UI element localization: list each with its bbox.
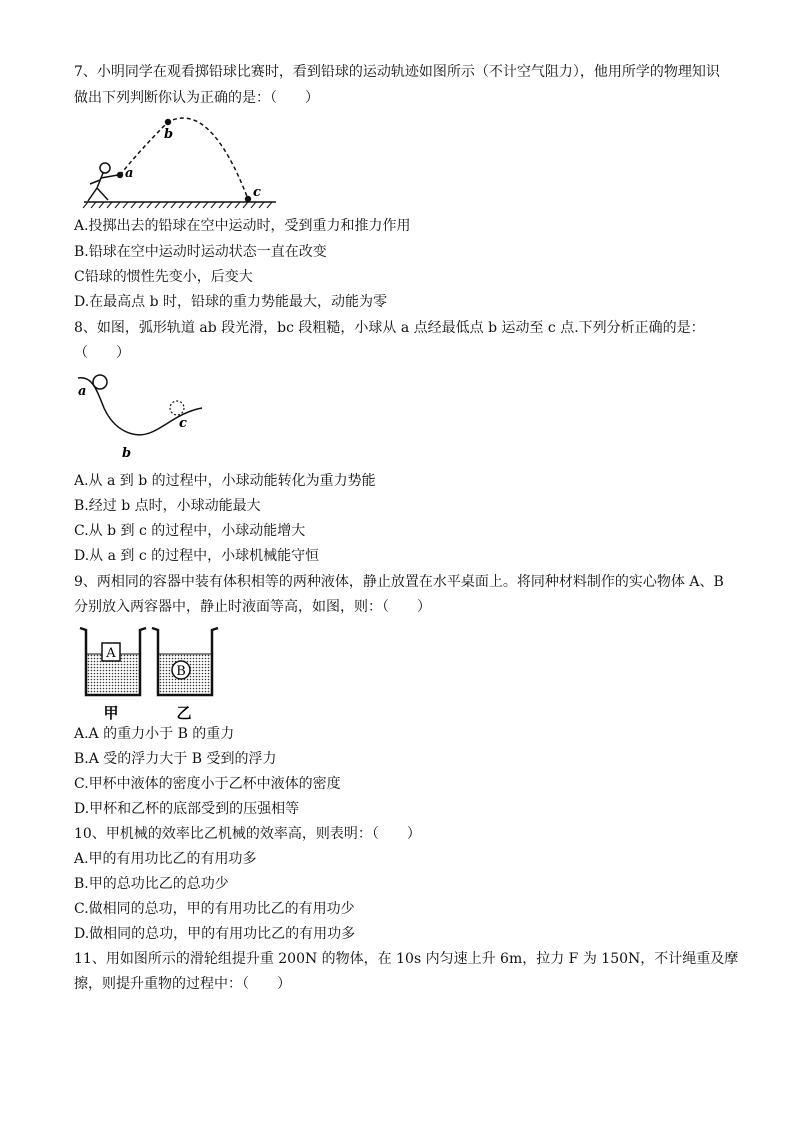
q9-option-b: B.A 受的浮力大于 B 受到的浮力 (74, 751, 277, 767)
point-b (165, 119, 171, 125)
point-a (117, 172, 123, 178)
q7-stem-line2: 做出下列判断你认为正确的是：（ ） (74, 90, 319, 106)
q10-option-a: A.甲的有用功比乙的有用功多 (74, 851, 257, 867)
q8-option-a: A.从 a 到 b 的过程中，小球动能转化为重力势能 (74, 473, 376, 489)
q7-option-b: B.铅球在空中运动时运动状态一直在改变 (74, 244, 327, 260)
q7-option-a: A.投掷出去的铅球在空中运动时，受到重力和推力作用 (74, 218, 411, 234)
q8-stem-line1: 8、如图，弧形轨道 ab 段光滑，bc 段粗糙，小球从 a 点经最低点 b 运动至 c 点.下列分析正确的是： (74, 320, 705, 336)
q8-option-d: D.从 a 到 c 的过程中，小球机械能守恒 (74, 548, 320, 564)
q9-option-c: C.甲杯中液体的密度小于乙杯中液体的密度 (74, 776, 341, 792)
q8-option-b: B.经过 b 点时，小球动能最大 (74, 498, 261, 514)
q9-option-d: D.甲杯和乙杯的底部受到的压强相等 (74, 801, 300, 817)
label-b: b (122, 446, 132, 461)
beaker-right (152, 628, 218, 695)
q8-stem-line2: （ ） (74, 345, 130, 361)
label-b: b (164, 127, 174, 142)
label-c: c (253, 185, 261, 200)
block-a-label: A (106, 646, 116, 661)
q8-option-c: C.从 b 到 c 的过程中，小球动能增大 (74, 523, 306, 539)
label-a: a (78, 384, 87, 399)
trajectory-path (120, 118, 248, 199)
q10-option-c: C.做相同的总功，甲的有用功比乙的有用功少 (74, 901, 355, 917)
beaker-left (80, 628, 146, 695)
q10-option-d: D.做相同的总功，甲的有用功比乙的有用功多 (74, 926, 356, 942)
point-c (245, 196, 251, 202)
label-a: a (125, 166, 134, 181)
q8-track-figure (74, 368, 214, 463)
q9-stem-line2: 分别放入两容器中，静止时液面等高，如图，则：（ ） (74, 599, 431, 615)
q7-option-c: C铅球的惯性先变小，后变大 (74, 269, 253, 285)
cup-left-label: 甲 (103, 704, 119, 722)
ball-at-a (93, 375, 107, 389)
ball-at-c (170, 401, 184, 415)
q9-containers-figure (78, 624, 228, 722)
q7-shot-put-figure (80, 110, 280, 210)
q7-option-d: D.在最高点 b 时，铅球的重力势能最大，动能为零 (74, 294, 388, 310)
q9-option-a: A.A 的重力小于 B 的重力 (74, 726, 235, 742)
label-c: c (179, 416, 187, 431)
cup-right-label: 乙 (176, 704, 192, 722)
athlete-icon (88, 163, 118, 201)
q10-stem: 10、甲机械的效率比乙机械的效率高，则表明：（ ） (74, 826, 421, 842)
q9-stem-line1: 9、两相同的容器中装有体积相等的两种液体，静止放置在水平桌面上。将同种材料制作的实心物体 A、B (74, 574, 724, 590)
q10-option-b: B.甲的总功比乙的总功少 (74, 876, 229, 892)
q7-stem-line1: 7、小明同学在观看掷铅球比赛时，看到铅球的运动轨迹如图所示（不计空气阻力），他用所学的物理知识 (74, 64, 720, 80)
block-b-label: B (176, 664, 186, 679)
q11-stem-line2: 擦，则提升重物的过程中：（ ） (74, 976, 291, 992)
q11-stem-line1: 11、用如图所示的滑轮组提升重 200N 的物体，在 10s 内匀速上升 6m，拉力 F 为 150N，不计绳重及摩 (74, 951, 739, 967)
